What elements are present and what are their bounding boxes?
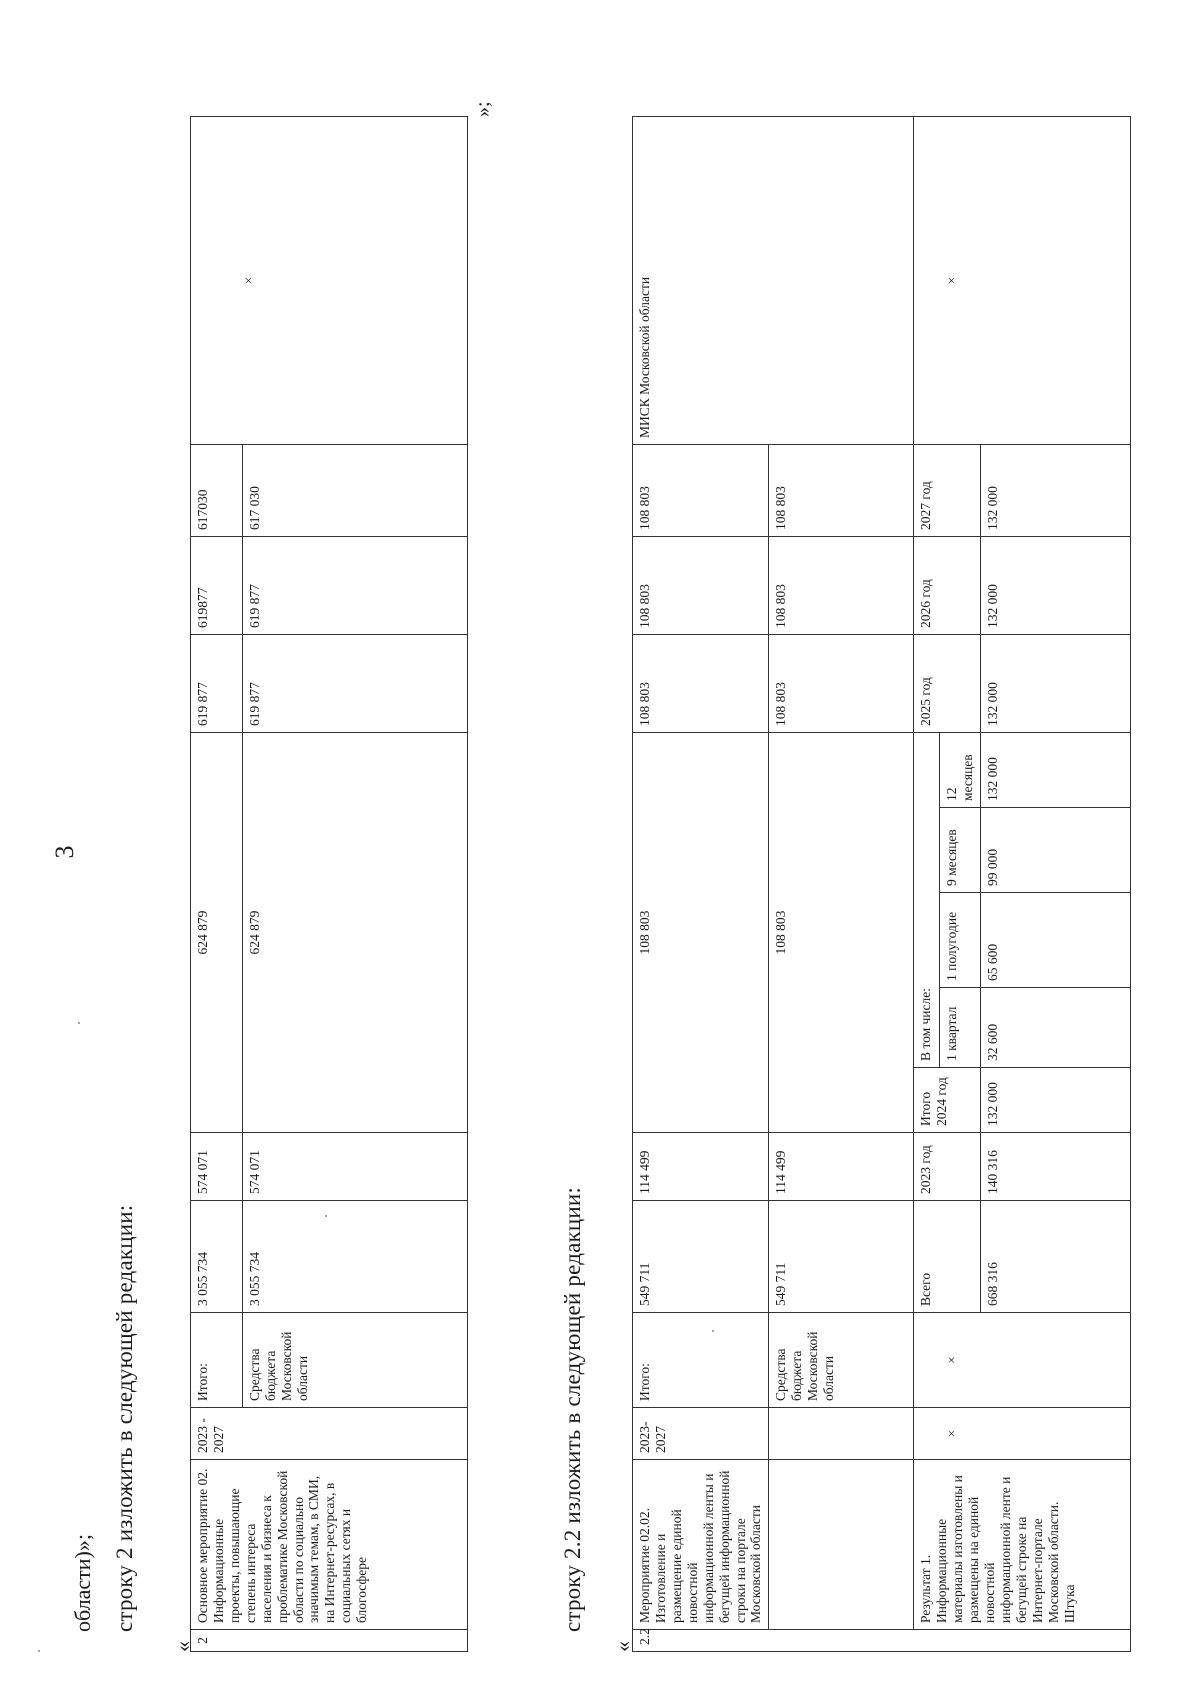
cell-2027: 108 803 [633,445,769,537]
header-q1: 1 квартал [940,988,981,1068]
value-2026: 132 000 [981,537,1131,635]
scan-speck [78,1022,80,1024]
result-name: Результат 1. Информационные материалы изготовлены и размещены на единой новостной информационной ленте и бегущей строке на Интернет-портале Московской области. Штука [914,1460,1131,1630]
scan-speck [712,1330,714,1332]
cell-2026: 108 803 [769,537,914,635]
executor: МИСК Московской области [633,117,914,445]
value-itogo-2024: 132 000 [981,1068,1131,1133]
cell-2024: 108 803 [769,733,914,1133]
period: 2023 - 2027 [191,1408,468,1460]
section2-heading: строку 2.2 изложить в следующей редакции: [560,1187,585,1632]
section2-close-quote: »; [472,101,494,117]
cell-2024: 624 879 [191,733,243,1133]
cell-total: 549 711 [633,1201,769,1313]
header-2023: 2023 год [914,1133,981,1201]
scan-speck [38,1650,40,1652]
cell-2025: 619 877 [191,635,243,733]
header-2027: 2027 год [914,445,981,537]
result-x-period: × [914,1408,1131,1460]
executor: × [191,117,468,445]
cell-2024: 108 803 [633,733,769,1133]
value-2025: 132 000 [981,635,1131,733]
cell-2024: 624 879 [243,733,468,1133]
source-budget-label: Средства бюджета Московской области [243,1313,468,1408]
cell-2026: 108 803 [633,537,769,635]
cell-2026: 619877 [191,537,243,635]
value-12m: 132 000 [981,733,1131,808]
activity-name: Основное мероприятие 02. Информационные проекты, повышающие степень интереса населения и бизнеса к проблематике Московской области по социально значимым темам, в СМИ, на Интернет-ресурсах, в социальных сетях и блогосфере [191,1460,468,1630]
header-incl: В том числе: [914,733,940,1068]
cell-2025: 619 877 [243,635,468,733]
header-12m: 12 месяцев [940,733,981,808]
continuation-text: области)»; [70,1534,95,1632]
header-2025: 2025 год [914,635,981,733]
row-number: 2.2 [633,1630,1131,1652]
header-2026: 2026 год [914,537,981,635]
cell-2025: 108 803 [633,635,769,733]
section1-heading: строку 2 изложить в следующей редакции: [112,1204,137,1632]
cell-2023: 114 499 [769,1133,914,1201]
source-total-label: Итого: [191,1313,243,1408]
section1-open-quote: « [170,1641,195,1652]
cell-2027: 617030 [191,445,243,537]
source-total-label: Итого: [633,1313,769,1408]
scan-speck [325,1215,327,1217]
cell-2027: 108 803 [769,445,914,537]
result-x-executor: × [914,117,1131,445]
section2-open-quote: « [610,1641,635,1652]
cell-2027: 617 030 [243,445,468,537]
result-x-source: × [914,1313,1131,1408]
value-9m: 99 000 [981,808,1131,893]
header-itogo-2024: Итого 2024 год [914,1068,981,1133]
cell-2023: 574 071 [191,1133,243,1201]
header-9m: 9 месяцев [940,808,981,893]
cell-2023: 114 499 [633,1133,769,1201]
cell-2026: 619 877 [243,537,468,635]
cell-total: 549 711 [769,1201,914,1313]
rotated-content [40,32,1180,1672]
cell-total: 3 055 734 [191,1201,243,1313]
cell-2023: 574 071 [243,1133,468,1201]
value-total: 668 316 [981,1201,1131,1313]
value-2023: 140 316 [981,1133,1131,1201]
value-q1: 32 600 [981,988,1131,1068]
header-total: Всего [914,1201,981,1313]
section1-table [190,116,468,1652]
cell-total: 3 055 734 [243,1201,468,1313]
page-number: 3 [50,845,79,859]
value-2027: 132 000 [981,445,1131,537]
source-budget-label: Средства бюджета Московской области [769,1313,914,1408]
section2-table [632,116,1131,1652]
period: 2023-2027 [633,1408,769,1460]
row-number: 2 [191,1630,468,1652]
value-h1: 65 600 [981,893,1131,988]
cell-2025: 108 803 [769,635,914,733]
activity-name: Мероприятие 02.02. Изготовление и размещение единой новостной информационной ленты и бегущей информационной строки на портале Московской области [633,1460,769,1630]
header-h1: 1 полугодие [940,893,981,988]
